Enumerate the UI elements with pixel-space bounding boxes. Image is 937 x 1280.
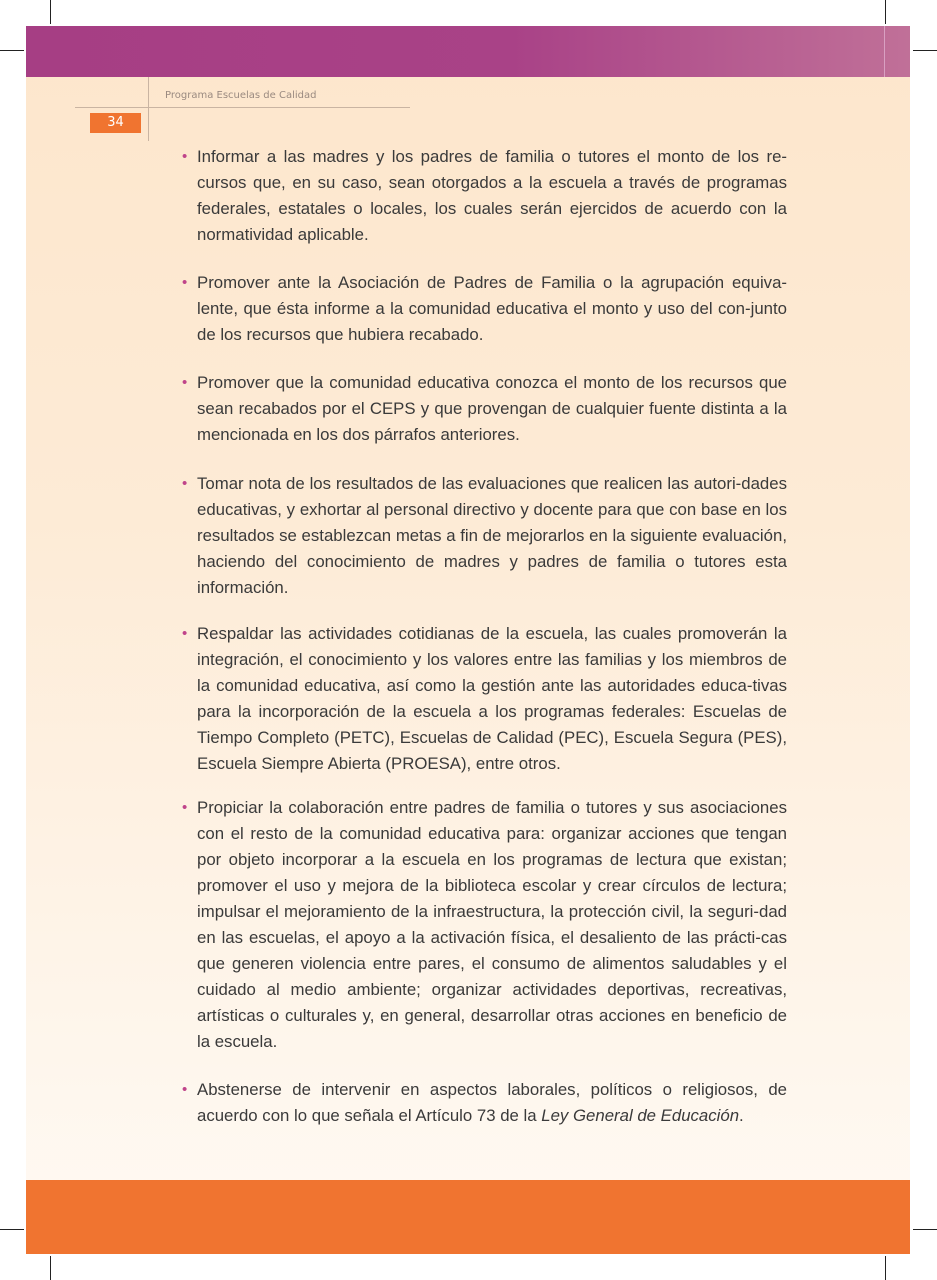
list-item	[182, 795, 787, 1055]
crop-mark	[0, 50, 24, 51]
list-item-text-part: .	[739, 1106, 744, 1125]
list-item	[182, 144, 787, 248]
crop-mark	[913, 1229, 937, 1230]
list-item	[182, 471, 787, 601]
list-item-text: Propiciar la colaboración entre padres de familia o tutores y sus asociaciones con el resto de la comunidad educativa para: organizar acciones que tengan por objeto incorporar a la escuela en los programas de lectura que existan; promover el uso y mejora de la biblioteca escolar y crear círculos de lectura; impulsar el mejoramiento de la infraestructura, la protección civil, la seguri-dad en las escuelas, el apoyo a la activación física, el desaliento de las prácti-cas que generen violencia entre pares, el consumo de alimentos saludables y el cuidado al medio ambiente; organizar actividades deportivas, recreativas, artísticas o culturales y, en general, desarrollar otras acciones en beneficio de la escuela.	[197, 798, 787, 1051]
crop-mark	[885, 1256, 886, 1280]
list-item-text	[182, 1077, 787, 1129]
list-item-text: Respaldar las actividades cotidianas de la escuela, las cuales promoverán la integración, el conocimiento y los valores entre las familias y los miembros de la comunidad educativa, así como la gestión ante las autoridades educa-tivas para la incorporación de la escuela a los programas federales: Escuelas de Tiempo Completo (PETC), Escuelas de Calidad (PEC), Escuela Segura (PES), Escuela Siempre Abierta (PROESA), entre otros.	[197, 624, 787, 773]
bullet-icon: •	[182, 148, 188, 165]
bullet-icon: •	[182, 475, 188, 492]
list-item-text: Informar a las madres y los padres de familia o tutores el monto de los re-cursos que, en su caso, sean otorgados a la escuela a través de programas federales, estatales o locales, los cuales serán ejercidos de acuerdo con la normatividad aplicable.	[197, 147, 787, 244]
crop-mark	[50, 0, 51, 24]
header-rule-vertical	[148, 77, 149, 141]
list-item	[182, 621, 787, 777]
list-item-text-part: Abstenerse de intervenir en aspectos laborales, políticos o religiosos, de acuerdo con lo que señala el Artículo 73 de la	[197, 1080, 787, 1125]
header-band	[26, 26, 910, 77]
footer-band	[26, 1180, 910, 1254]
crop-mark	[0, 1229, 24, 1230]
crop-mark	[885, 0, 886, 24]
list-item-text: Promover ante la Asociación de Padres de Familia o la agrupación equiva-lente, que ésta informe a la comunidad educativa el monto y uso del con-junto de los recursos que hubiera recabado.	[197, 273, 787, 344]
running-head: Programa Escuelas de Calidad	[165, 90, 317, 101]
list-item-text: Tomar nota de los resultados de las evaluaciones que realicen las autori-dades educativas, y exhortar al personal directivo y docente para que con base en los resultados se establezcan metas a fin de mejorarlos en la siguiente evaluación, haciendo del conocimiento de madres y padres de familia o tutores esta información.	[197, 474, 787, 597]
page-number: 34	[90, 113, 141, 133]
bullet-icon: •	[182, 274, 188, 291]
bullet-icon: •	[182, 625, 188, 642]
list-item-text: Promover que la comunidad educativa conozca el monto de los recursos que sean recabados por el CEPS y que provengan de cualquier fuente distinta a la mencionada en los dos párrafos anteriores.	[197, 373, 787, 444]
crop-mark	[50, 1256, 51, 1280]
list-item	[182, 270, 787, 348]
header-band-divider	[884, 26, 885, 77]
list-item	[182, 1077, 787, 1129]
header-rule-horizontal	[75, 107, 410, 108]
bullet-icon: •	[182, 1081, 188, 1098]
law-title: Ley General de Educación	[541, 1106, 740, 1125]
list-item	[182, 370, 787, 448]
bullet-icon: •	[182, 374, 188, 391]
bullet-icon: •	[182, 799, 188, 816]
crop-mark	[913, 50, 937, 51]
